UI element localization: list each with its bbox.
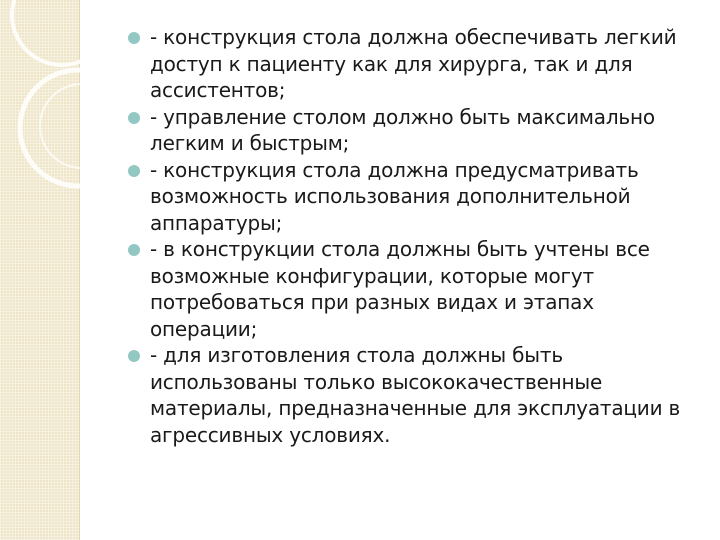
- bullet-text: - управление столом должно быть максимально легким и быстрым;: [150, 104, 655, 155]
- bullet-text: - в конструкции стола должны быть учтены все возможные конфигурации, которые могут потребоваться при разных видах и этапах операции;: [150, 237, 650, 341]
- bullet-text: - конструкция стола должна обеспечивать легкий доступ к пациенту как для хирурга, так и для ассистентов;: [150, 25, 677, 102]
- bullet-icon: [128, 32, 140, 44]
- bullet-icon: [128, 350, 140, 362]
- bullet-item: [128, 236, 700, 342]
- bullet-icon: [128, 244, 140, 256]
- bullet-item: [128, 157, 700, 237]
- bullet-icon: [128, 112, 140, 124]
- bullet-item: [128, 104, 700, 157]
- bullet-item: [128, 342, 700, 448]
- arc-ornament-icon: [0, 0, 120, 220]
- bullet-list: [128, 24, 700, 448]
- bullet-text: - конструкция стола должна предусматривать возможность использования дополнительной аппаратуры;: [150, 157, 639, 235]
- content-area: [128, 24, 700, 448]
- bullet-icon: [128, 165, 140, 177]
- bullet-item: [128, 24, 700, 104]
- bullet-text: - для изготовления стола должны быть использованы только высококачественные материалы, предназначенные для эксплуатации в агрессивных условиях.: [150, 343, 681, 447]
